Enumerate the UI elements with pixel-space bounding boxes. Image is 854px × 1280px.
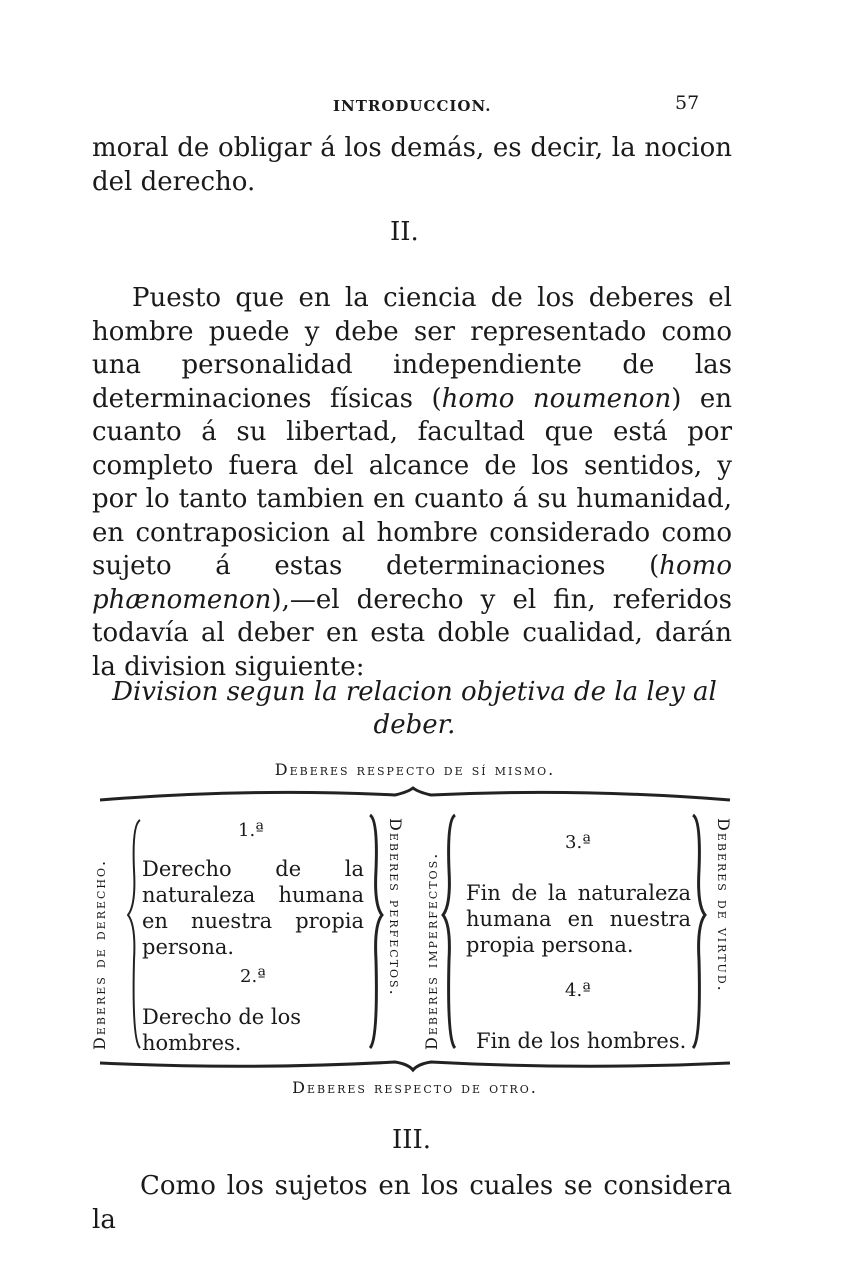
diagram-left-label: Deberes de derecho.	[90, 858, 109, 1050]
diagram-top-label: Deberes respecto de sí mismo.	[274, 760, 556, 779]
cell-4-text: Fin de los hombres.	[476, 1029, 687, 1053]
page-number: 57	[675, 92, 700, 114]
cell-1-text: Derecho de la naturaleza humana en nuestra propia persona.	[142, 857, 364, 959]
paragraph-division	[92, 282, 732, 684]
cell-3-number: 3.ª	[565, 832, 591, 853]
cell-1-number: 1.ª	[238, 820, 264, 841]
diagram-bottom-label: Deberes respecto de otro.	[292, 1078, 538, 1097]
division-title: Division segun la relacion objetiva de la ley al deber.	[112, 677, 717, 740]
paragraph-continuation: moral de obligar á los demás, es decir, la nocion del derecho.	[92, 133, 732, 197]
cell-3-text: Fin de la naturaleza humana en nuestra propia persona.	[466, 881, 691, 957]
diagram-middle-left-label: Deberes perfectos.	[386, 818, 405, 997]
paragraph-next: Como los sujetos en los cuales se considera la	[92, 1171, 732, 1235]
paragraph-text: ),—el derecho y el fin, referidos todavía al deber en esta doble cualidad, darán la division siguiente:	[92, 584, 732, 682]
section-heading-iii: III.	[392, 1125, 432, 1155]
italic-term: homo phænomenon	[92, 551, 732, 615]
section-heading-ii: II.	[390, 217, 419, 247]
paragraph-text: ) en cuanto á su libertad, facultad que está por completo fuera del alcance de los sentidos, y por lo tanto tambien en cuanto á su humanidad, en contraposicion al hombre considerado como sujeto á estas determinaciones (	[92, 383, 732, 581]
cell-2-text: Derecho de los hombres.	[142, 1005, 302, 1055]
cell-2-number: 2.ª	[240, 966, 266, 987]
running-header: INTRODUCCION.	[333, 97, 492, 115]
cell-4-number: 4.ª	[565, 980, 591, 1001]
diagram-middle-right-label: Deberes imperfectos.	[422, 851, 441, 1050]
diagram-right-label: Deberes de virtud.	[714, 818, 733, 993]
paragraph-text: Puesto que en la ciencia de los deberes el hombre puede y debe ser representado como una personalidad independiente de las determinaciones físicas (	[92, 283, 732, 414]
italic-term: homo noumenon	[441, 383, 672, 414]
